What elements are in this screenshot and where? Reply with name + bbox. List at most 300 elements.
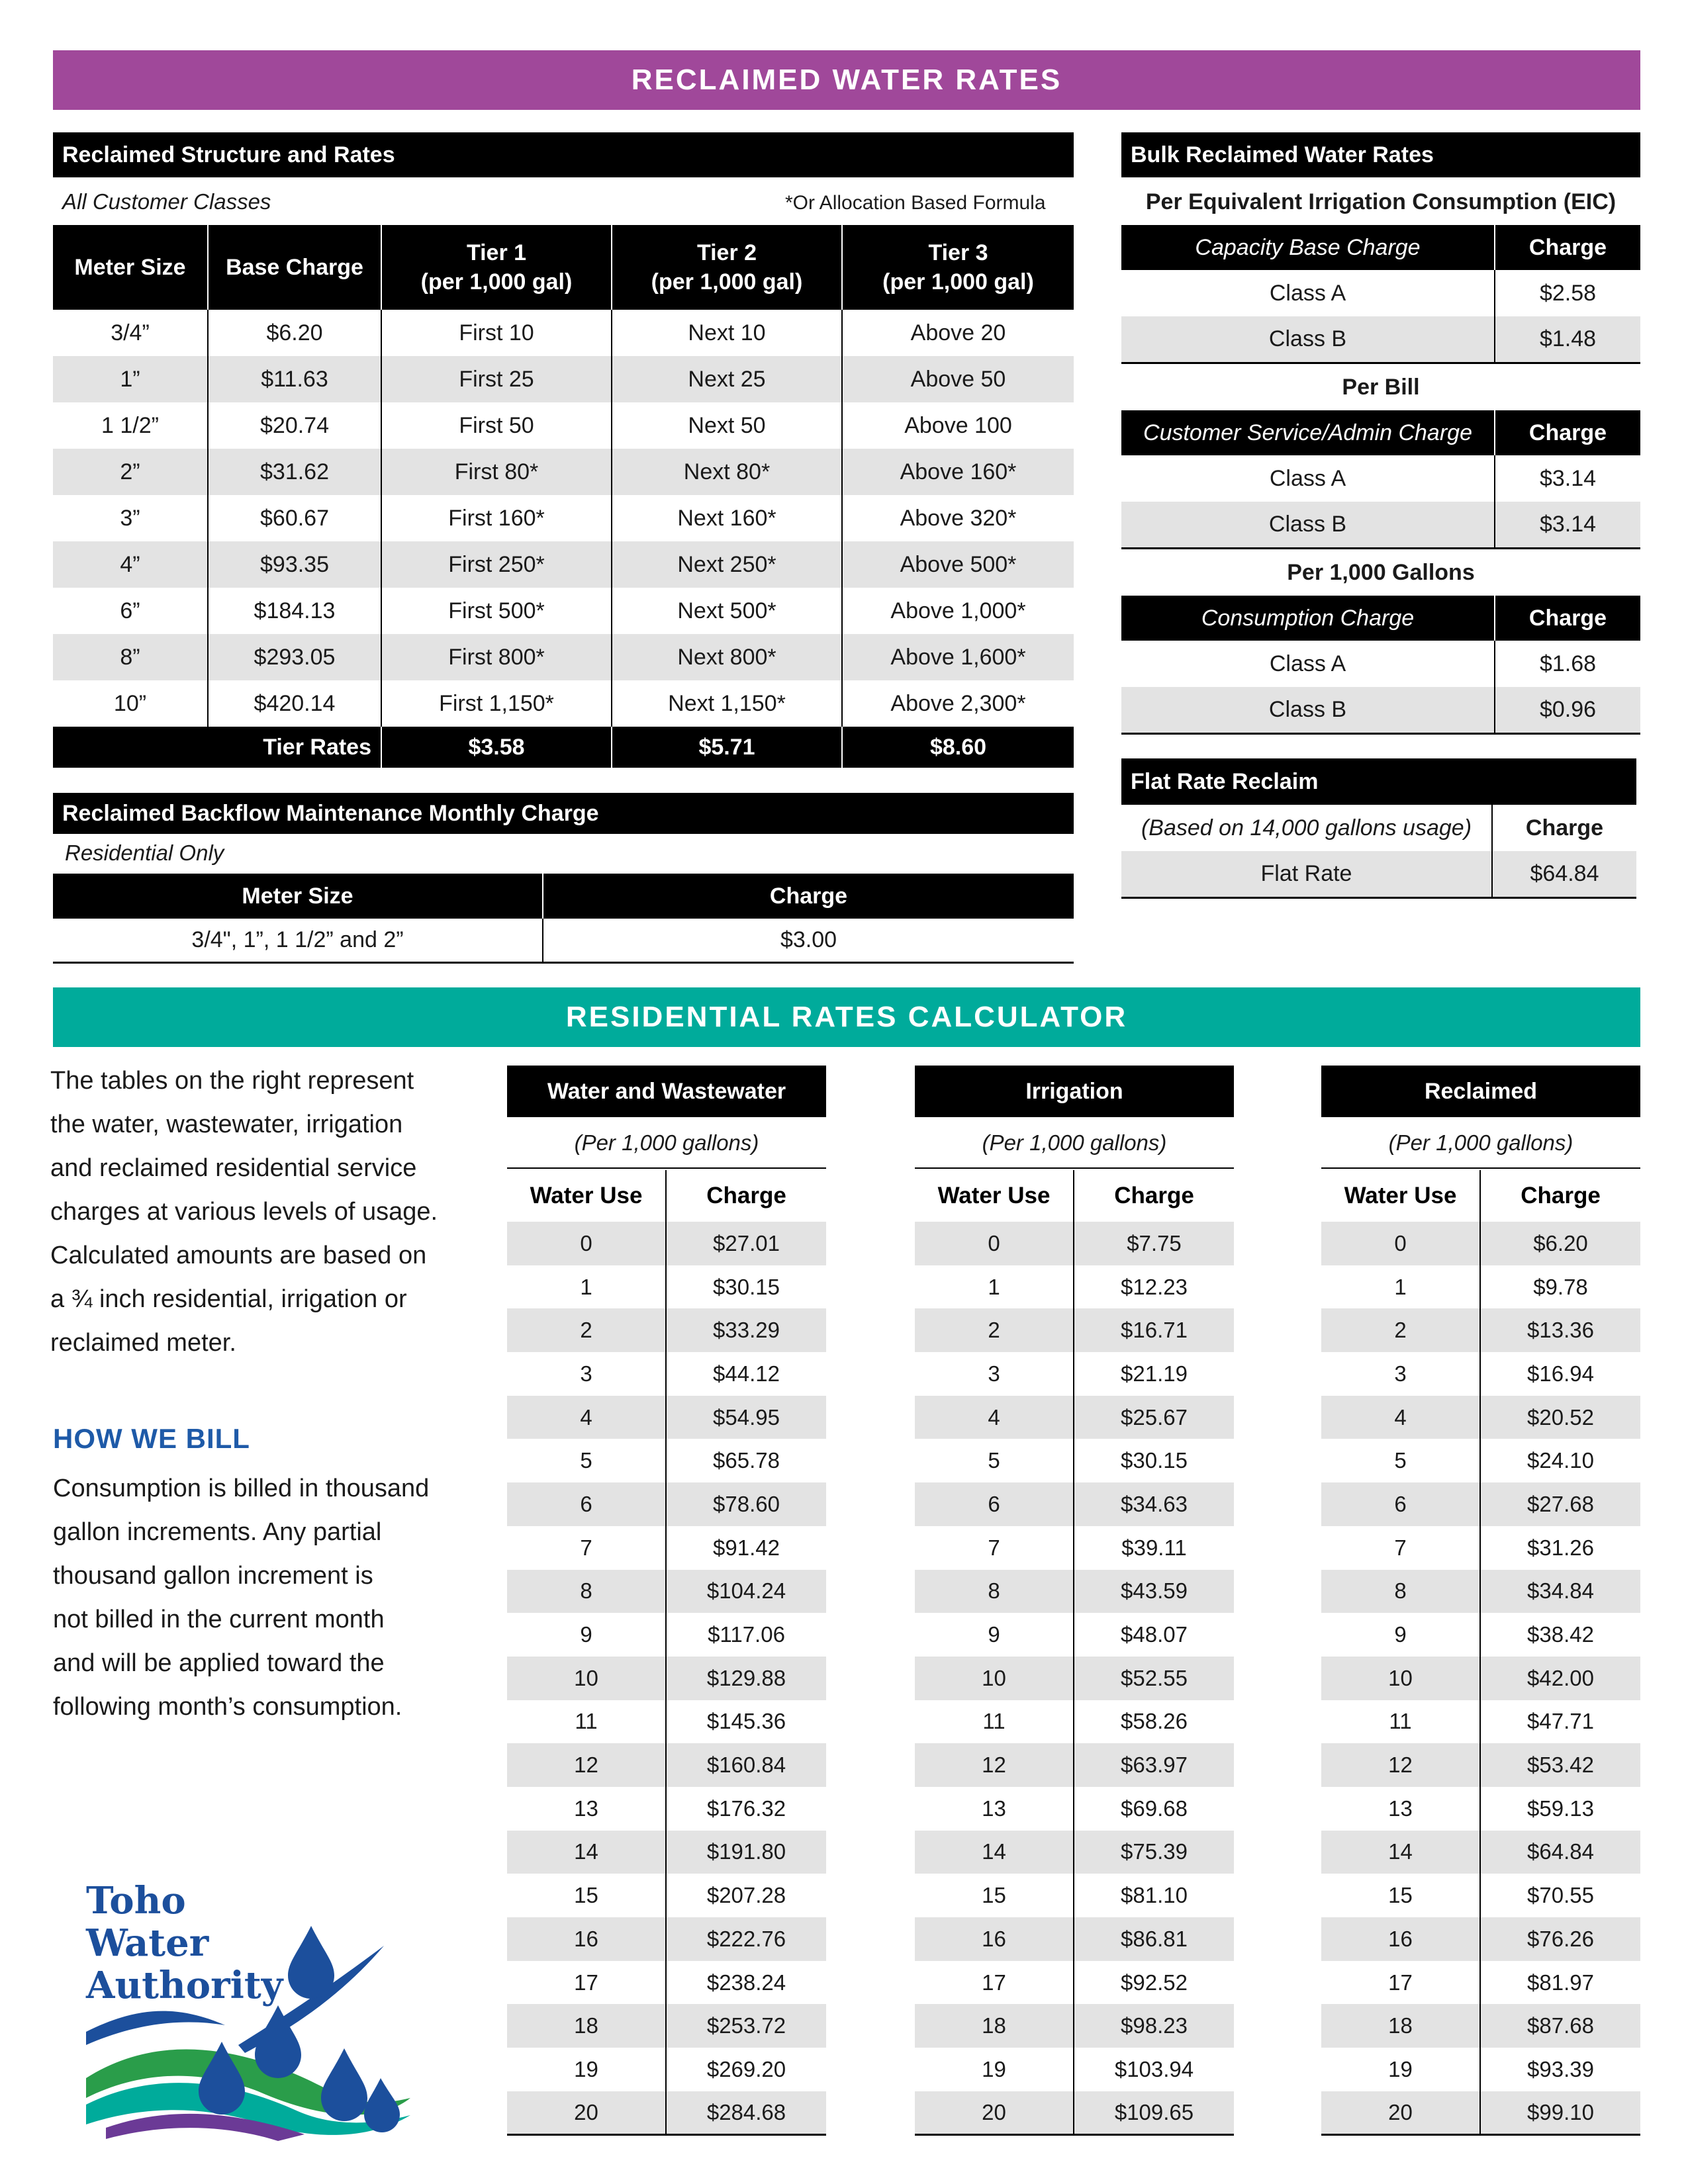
logo-drop-1	[288, 1926, 334, 1999]
charge-cell: $25.67	[1074, 1396, 1234, 1439]
admin-row-b	[1121, 502, 1640, 548]
tier-3-unit: (per 1,000 gal)	[882, 269, 1034, 295]
table-row	[53, 495, 1074, 541]
water-use-cell: 14	[915, 1831, 1074, 1874]
table-row	[507, 1657, 826, 1700]
charge-cell: $81.10	[1121, 1883, 1188, 1908]
capacity-class-a: Class A	[1121, 270, 1495, 316]
charge-cell: $269.20	[706, 2056, 786, 2081]
base-charge-cell: $293.05	[208, 634, 381, 680]
charge-cell: $53.42	[1480, 1743, 1640, 1787]
charge-cell: $6.20	[1480, 1222, 1640, 1265]
charge-cell: $33.29	[666, 1308, 826, 1352]
capacity-charge-b: $1.48	[1495, 316, 1640, 363]
header-tier-2	[612, 225, 842, 310]
flat-rate-label: Flat Rate	[1121, 851, 1492, 897]
meter-size-cell: 3/4”	[53, 310, 208, 356]
consumption-header-row	[1121, 596, 1640, 641]
charge-cell: $30.15	[713, 1274, 780, 1299]
banner-title: RECLAIMED WATER RATES	[631, 64, 1062, 96]
charge-cell: $52.55	[1074, 1657, 1234, 1700]
backflow-header-meter: Meter Size	[53, 874, 543, 919]
residential-rates-calculator-banner	[53, 987, 1640, 1047]
table-row	[507, 1787, 826, 1831]
consumption-table	[1121, 596, 1640, 735]
tier-1-cell: First 80*	[381, 449, 612, 495]
table-row	[915, 1526, 1234, 1570]
water-use-cell: 19	[1321, 2048, 1480, 2091]
table-row	[915, 1396, 1234, 1439]
tier-1-label: Tier 1	[466, 240, 527, 265]
reclaimed-structure-table	[53, 225, 1074, 768]
tier-2-cell: Next 1,150*	[612, 680, 842, 727]
water-use-cell: 5	[1321, 1439, 1480, 1482]
water-use-cell: 15	[1321, 1874, 1480, 1917]
backflow-header-row	[53, 874, 1074, 919]
charge-cell: $30.15	[1121, 1448, 1188, 1473]
table-row	[915, 2004, 1234, 2048]
water-use-cell: 18	[915, 2004, 1074, 2048]
tier-1-cell: First 800*	[381, 634, 612, 680]
water-use-cell: 12	[1321, 1743, 1480, 1787]
table-row	[1321, 1831, 1640, 1874]
meter-size-cell: 2”	[53, 449, 208, 495]
charge-cell: $99.10	[1480, 2091, 1640, 2135]
table-row	[1321, 1526, 1640, 1570]
water-use-cell: 5	[507, 1439, 666, 1482]
admin-charge-a: $3.14	[1539, 465, 1597, 491]
backflow-meter-sizes: 3/4", 1”, 1 1/2” and 2”	[53, 919, 543, 962]
water-use-cell: 10	[915, 1657, 1074, 1700]
backflow-subtitle: Residential Only	[65, 841, 224, 865]
header-charge: Charge	[1480, 1170, 1640, 1222]
tier-2-rate: $5.71	[612, 727, 842, 768]
calc-header-row	[1321, 1170, 1640, 1222]
how-line: gallon increments. Any partial	[53, 1518, 382, 1546]
admin-row-a	[1121, 455, 1640, 502]
charge-cell: $145.36	[706, 1709, 786, 1734]
water-use-cell: 3	[1321, 1352, 1480, 1396]
header-meter-size: Meter Size	[53, 225, 208, 310]
table-row	[915, 2048, 1234, 2091]
admin-charge-b: $3.14	[1495, 502, 1640, 548]
tier-1-unit: (per 1,000 gal)	[420, 269, 573, 295]
backflow-charge: $3.00	[543, 919, 1074, 962]
base-charge-cell: $6.20	[208, 310, 381, 356]
reclaimed-subtitle: (Per 1,000 gallons)	[1321, 1117, 1640, 1169]
water-use-cell: 13	[915, 1787, 1074, 1831]
charge-cell: $253.72	[666, 2004, 826, 2048]
water-use-cell: 16	[915, 1917, 1074, 1961]
capacity-header-charge: Charge	[1495, 225, 1640, 270]
water-use-cell: 19	[507, 2048, 666, 2091]
flat-header-row	[1121, 805, 1636, 851]
water-wastewater-title: Water and Wastewater	[507, 1066, 826, 1117]
charge-cell: $160.84	[666, 1743, 826, 1787]
table-row	[1321, 1874, 1640, 1917]
tier-2-cell: Next 800*	[612, 634, 842, 680]
logo-line-toho: Toho	[86, 1879, 186, 1923]
charge-cell: $21.19	[1121, 1361, 1188, 1386]
charge-cell: $48.07	[1121, 1622, 1188, 1647]
how-line: not billed in the current month	[53, 1606, 385, 1633]
charge-cell: $34.63	[1074, 1482, 1234, 1526]
water-use-cell: 15	[507, 1874, 666, 1917]
table-row	[915, 1787, 1234, 1831]
eic-heading: Per Equivalent Irrigation Consumption (EIC)	[1145, 189, 1617, 214]
table-row	[1321, 2091, 1640, 2135]
bulk-title-bar	[1121, 132, 1640, 177]
table-row	[507, 1526, 826, 1570]
water-use-cell: 14	[507, 1831, 666, 1874]
charge-cell: $16.71	[1074, 1308, 1234, 1352]
charge-cell: $222.76	[666, 1917, 826, 1961]
charge-cell: $75.39	[1074, 1831, 1234, 1874]
table-row	[53, 356, 1074, 402]
per-1000-heading: Per 1,000 Gallons	[1287, 560, 1475, 585]
admin-class-a: Class A	[1121, 455, 1495, 502]
charge-cell: $47.71	[1527, 1709, 1594, 1734]
tier-2-cell: Next 500*	[612, 588, 842, 634]
admin-header-row	[1121, 410, 1640, 455]
charge-cell: $34.84	[1480, 1570, 1640, 1614]
water-use-cell: 1	[915, 1265, 1074, 1309]
logo-drop-5	[364, 2078, 400, 2132]
table-row	[915, 1439, 1234, 1482]
tier-1-cell: First 250*	[381, 541, 612, 588]
charge-cell: $69.68	[1121, 1796, 1188, 1821]
table-row	[1321, 1917, 1640, 1961]
table-row	[507, 1743, 826, 1787]
base-charge-cell: $420.14	[208, 680, 381, 727]
charge-cell: $63.97	[1074, 1743, 1234, 1787]
water-use-cell: 0	[915, 1222, 1074, 1265]
water-use-cell: 4	[507, 1396, 666, 1439]
charge-cell: $87.68	[1480, 2004, 1640, 2048]
water-use-cell: 5	[915, 1439, 1074, 1482]
water-use-cell: 7	[507, 1526, 666, 1570]
meter-size-cell: 3”	[53, 495, 208, 541]
tier-1-cell: First 160*	[381, 495, 612, 541]
water-use-cell: 11	[915, 1700, 1074, 1744]
charge-cell: $284.68	[666, 2091, 826, 2135]
tier-1-rate: $3.58	[381, 727, 612, 768]
table-row	[507, 1222, 826, 1265]
flat-rate-table	[1121, 805, 1636, 899]
intro-line: The tables on the right represent	[50, 1067, 414, 1095]
charge-cell: $43.59	[1074, 1570, 1234, 1614]
water-use-cell: 4	[1321, 1396, 1480, 1439]
tier-2-unit: (per 1,000 gal)	[651, 269, 803, 295]
charge-cell: $20.52	[1480, 1396, 1640, 1439]
header-tier-1	[381, 225, 612, 310]
tier-rates-row	[53, 727, 1074, 768]
structure-subtitle: All Customer Classes	[62, 189, 271, 214]
tier-3-cell: Above 160*	[842, 449, 1074, 495]
table-row	[915, 1570, 1234, 1614]
table-header-row	[53, 225, 1074, 310]
charge-cell: $117.06	[708, 1622, 785, 1647]
tier-2-cell: Next 160*	[612, 495, 842, 541]
base-charge-cell: $93.35	[208, 541, 381, 588]
flat-title: Flat Rate Reclaim	[1131, 768, 1319, 794]
charge-cell: $238.24	[706, 1970, 786, 1995]
base-charge-cell: $11.63	[208, 356, 381, 402]
calc-header-row	[507, 1170, 826, 1222]
table-row	[507, 1396, 826, 1439]
table-row	[53, 680, 1074, 727]
charge-cell: $104.24	[666, 1570, 826, 1614]
table-row	[53, 449, 1074, 495]
table-row	[1321, 1657, 1640, 1700]
per-bill-heading: Per Bill	[1342, 375, 1420, 400]
table-row	[915, 1265, 1234, 1309]
water-use-cell: 12	[507, 1743, 666, 1787]
water-use-cell: 7	[915, 1526, 1074, 1570]
charge-cell: $39.11	[1121, 1535, 1187, 1560]
charge-cell: $92.52	[1121, 1970, 1188, 1995]
water-use-cell: 3	[915, 1352, 1074, 1396]
admin-table	[1121, 410, 1640, 549]
intro-line: Calculated amounts are based on	[50, 1242, 427, 1269]
table-row	[915, 1222, 1234, 1265]
intro-line: a ¾ inch residential, irrigation or	[50, 1285, 407, 1313]
tier-2-cell: Next 80*	[612, 449, 842, 495]
how-we-bill-heading: HOW WE BILL	[53, 1423, 250, 1454]
water-use-cell: 0	[1321, 1222, 1480, 1265]
backflow-title: Reclaimed Backflow Maintenance Monthly Charge	[62, 800, 599, 826]
water-use-cell: 3	[507, 1352, 666, 1396]
intro-line: reclaimed meter.	[50, 1329, 236, 1357]
tier-3-cell: Above 1,000*	[890, 598, 1026, 623]
table-row	[915, 1874, 1234, 1917]
water-use-cell: 1	[507, 1265, 666, 1309]
consumption-row-a	[1121, 641, 1640, 687]
water-use-cell: 8	[1321, 1570, 1480, 1614]
charge-cell: $27.01	[666, 1222, 826, 1265]
flat-rate-charge: $64.84	[1492, 851, 1636, 897]
charge-cell: $98.23	[1074, 2004, 1234, 2048]
header-charge: Charge	[666, 1170, 826, 1222]
tier-1-cell: First 500*	[381, 588, 612, 634]
water-use-cell: 20	[1321, 2091, 1480, 2135]
logo-text	[86, 1880, 283, 2007]
table-row	[507, 2048, 826, 2091]
charge-cell: $64.84	[1480, 1831, 1640, 1874]
capacity-header-label: Capacity Base Charge	[1121, 225, 1495, 270]
water-use-cell: 7	[1321, 1526, 1480, 1570]
table-row	[915, 1831, 1234, 1874]
meter-size-cell: 8”	[53, 634, 208, 680]
water-use-cell: 16	[507, 1917, 666, 1961]
table-row	[915, 2091, 1234, 2135]
water-use-cell: 9	[915, 1613, 1074, 1657]
table-row	[915, 1917, 1234, 1961]
charge-cell: $78.60	[666, 1482, 826, 1526]
water-use-cell: 20	[507, 2091, 666, 2135]
water-use-cell: 13	[507, 1787, 666, 1831]
water-use-cell: 15	[915, 1874, 1074, 1917]
intro-line: the water, wastewater, irrigation	[50, 1111, 403, 1138]
table-row	[1321, 1787, 1640, 1831]
table-row	[507, 1352, 826, 1396]
header-water-use: Water Use	[915, 1170, 1074, 1222]
table-row	[915, 1308, 1234, 1352]
charge-cell: $38.42	[1527, 1622, 1594, 1647]
table-row	[1321, 1222, 1640, 1265]
consumption-class-b: Class B	[1121, 687, 1495, 733]
meter-size-cell: 4”	[53, 541, 208, 588]
capacity-header-row	[1121, 225, 1640, 270]
tier-3-cell: Above 500*	[842, 541, 1074, 588]
reclaimed-title: Reclaimed	[1321, 1066, 1640, 1117]
meter-size-cell: 10”	[53, 680, 208, 727]
charge-cell: $42.00	[1480, 1657, 1640, 1700]
tier-3-cell: Above 320*	[900, 505, 1017, 531]
water-wastewater-table	[507, 1170, 826, 2136]
consumption-row-b	[1121, 687, 1640, 733]
intro-line: and reclaimed residential service	[50, 1154, 417, 1182]
table-row	[1321, 1613, 1640, 1657]
water-use-cell: 12	[915, 1743, 1074, 1787]
water-use-cell: 1	[1321, 1265, 1480, 1309]
tier-3-cell: Above 50	[842, 356, 1074, 402]
table-row	[1321, 1308, 1640, 1352]
water-use-cell: 6	[915, 1482, 1074, 1526]
charge-cell: $86.81	[1074, 1917, 1234, 1961]
charge-cell: $31.26	[1527, 1535, 1594, 1560]
tier-1-cell: First 1,150*	[381, 680, 612, 727]
tier-1-cell: First 50	[381, 402, 612, 449]
water-use-cell: 8	[507, 1570, 666, 1614]
table-row	[507, 2091, 826, 2135]
header-water-use: Water Use	[507, 1170, 666, 1222]
water-use-cell: 18	[1321, 2004, 1480, 2048]
table-row	[53, 588, 1074, 634]
header-tier-3	[842, 225, 1074, 310]
consumption-charge-b: $0.96	[1495, 687, 1640, 733]
charge-cell: $70.55	[1527, 1883, 1594, 1908]
water-use-cell: 6	[1321, 1482, 1480, 1526]
charge-cell: $44.12	[713, 1361, 780, 1386]
flat-title-bar	[1121, 758, 1636, 805]
water-use-cell: 10	[1321, 1657, 1480, 1700]
water-use-cell: 0	[507, 1222, 666, 1265]
capacity-row-b	[1121, 316, 1640, 363]
table-row	[915, 1961, 1234, 2005]
header-charge: Charge	[1074, 1170, 1234, 1222]
water-use-cell: 17	[915, 1961, 1074, 2005]
table-row	[1321, 1570, 1640, 1614]
charge-cell: $81.97	[1527, 1970, 1594, 1995]
water-use-cell: 2	[507, 1308, 666, 1352]
charge-cell: $109.65	[1074, 2091, 1234, 2135]
consumption-class-a: Class A	[1121, 641, 1495, 687]
base-charge-cell: $20.74	[208, 402, 381, 449]
charge-cell: $103.94	[1114, 2056, 1194, 2081]
charge-cell: $207.28	[706, 1883, 786, 1908]
water-use-cell: 18	[507, 2004, 666, 2048]
water-use-cell: 13	[1321, 1787, 1480, 1831]
flat-header-basis: (Based on 14,000 gallons usage)	[1121, 805, 1492, 851]
how-we-bill-text	[53, 1467, 429, 1729]
water-use-cell: 9	[1321, 1613, 1480, 1657]
table-row	[507, 1265, 826, 1309]
allocation-note: *Or Allocation Based Formula	[785, 192, 1046, 214]
irrigation-table	[915, 1170, 1234, 2136]
water-wastewater-subtitle: (Per 1,000 gallons)	[507, 1117, 826, 1169]
table-row	[507, 1308, 826, 1352]
header-base-charge: Base Charge	[208, 225, 381, 310]
water-use-cell: 17	[507, 1961, 666, 2005]
structure-title-bar	[53, 132, 1074, 177]
water-use-cell: 4	[915, 1396, 1074, 1439]
table-row	[53, 541, 1074, 588]
charge-cell: $7.75	[1074, 1222, 1234, 1265]
charge-cell: $91.42	[713, 1535, 780, 1560]
capacity-class-b: Class B	[1121, 316, 1495, 363]
tier-3-cell: Above 100	[904, 412, 1012, 438]
table-row	[1321, 1961, 1640, 2005]
consumption-header-label: Consumption Charge	[1121, 596, 1495, 641]
charge-cell: $59.13	[1527, 1796, 1594, 1821]
backflow-header-charge: Charge	[543, 874, 1074, 919]
table-row	[507, 1961, 826, 2005]
table-row	[507, 1570, 826, 1614]
logo-drop-4	[321, 2048, 367, 2121]
irrigation-subtitle: (Per 1,000 gallons)	[915, 1117, 1234, 1169]
base-charge-cell: $60.67	[208, 495, 381, 541]
water-use-cell: 2	[915, 1308, 1074, 1352]
logo-wave-blue	[86, 2011, 225, 2045]
flat-row	[1121, 851, 1636, 897]
table-row	[507, 1482, 826, 1526]
admin-header-charge: Charge	[1495, 410, 1640, 455]
table-row	[53, 310, 1074, 356]
tier-1-cell: First 25	[381, 356, 612, 402]
tier-3-label: Tier 3	[928, 240, 988, 265]
reclaimed-table	[1321, 1170, 1640, 2136]
irrigation-title: Irrigation	[915, 1066, 1234, 1117]
charge-cell: $191.80	[666, 1831, 826, 1874]
table-row	[507, 2004, 826, 2048]
table-row	[1321, 1265, 1640, 1309]
tier-3-cell: Above 1,600*	[842, 634, 1074, 680]
meter-size-cell: 1”	[53, 356, 208, 402]
admin-class-b: Class B	[1121, 502, 1495, 548]
table-row	[915, 1613, 1234, 1657]
charge-cell: $54.95	[666, 1396, 826, 1439]
table-row	[507, 1917, 826, 1961]
admin-header-label: Customer Service/Admin Charge	[1121, 410, 1495, 455]
table-row	[915, 1700, 1234, 1744]
water-use-cell: 16	[1321, 1917, 1480, 1961]
how-line: thousand gallon increment is	[53, 1562, 373, 1590]
charge-cell: $16.94	[1527, 1361, 1594, 1386]
calculator-intro	[50, 1059, 438, 1365]
water-use-cell: 14	[1321, 1831, 1480, 1874]
intro-line: charges at various levels of usage.	[50, 1198, 438, 1226]
charge-cell: $58.26	[1121, 1709, 1188, 1734]
table-row	[1321, 2048, 1640, 2091]
capacity-charge-a: $2.58	[1539, 280, 1597, 306]
tier-3-rate: $8.60	[842, 727, 1074, 768]
backflow-table	[53, 874, 1074, 964]
calculator-banner-title: RESIDENTIAL RATES CALCULATOR	[565, 1001, 1128, 1033]
charge-cell: $76.26	[1480, 1917, 1640, 1961]
tier-rates-label: Tier Rates	[53, 727, 381, 768]
water-use-cell: 2	[1321, 1308, 1480, 1352]
